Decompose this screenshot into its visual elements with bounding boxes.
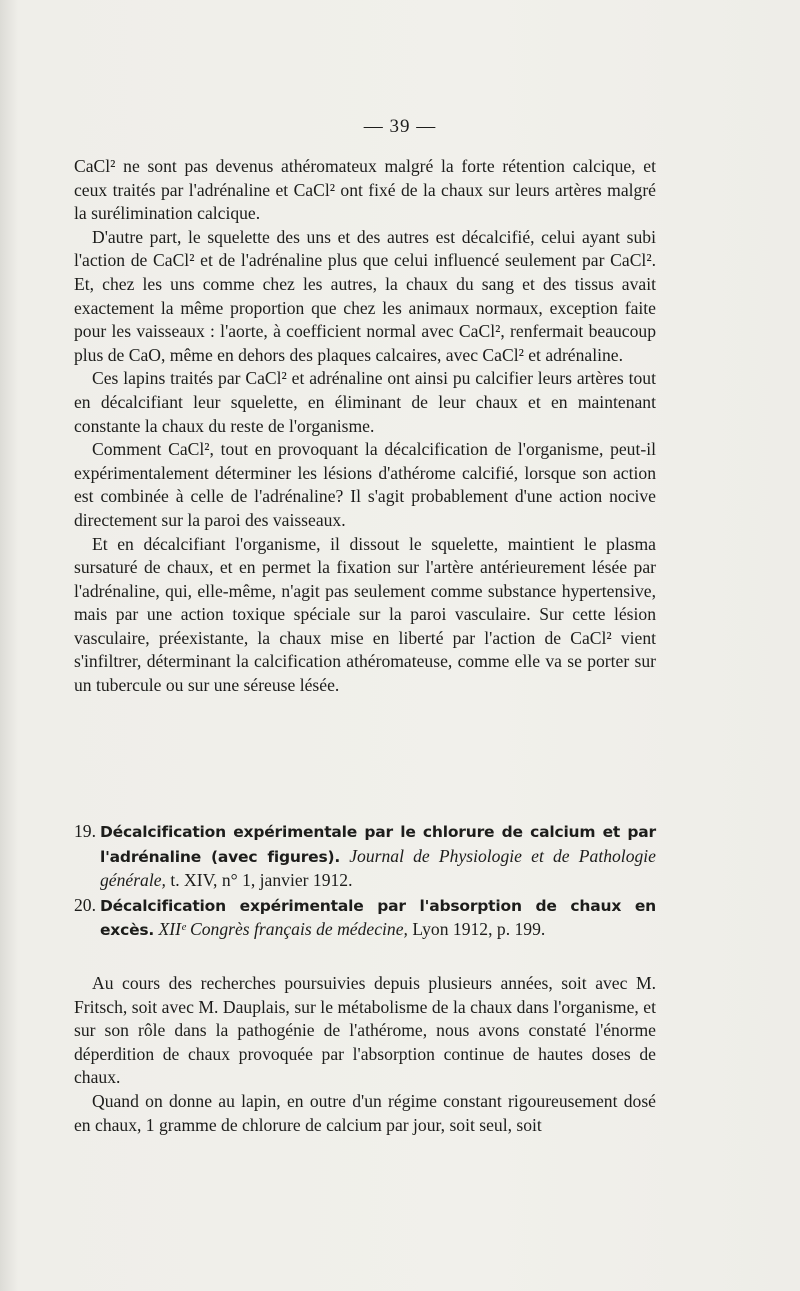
paragraph-6: Au cours des recherches poursuivies depuis plusieurs années, soit avec M. Fritsch, soit avec M. Dauplais, sur le métabolisme de la chaux dans l'organisme, et sur son rôle dans la pathogénie de l'athérome, nous avons constaté l'énorme déperdition de chaux provoquée par l'absorption continue de hautes doses de chaux. xyxy=(74,973,656,1088)
reference-journal: XIIᵉ Congrès français de médecine, xyxy=(158,919,408,940)
reference-body xyxy=(100,894,656,943)
paragraph-2: D'autre part, le squelette des uns et des autres est décalcifié, celui ayant subi l'action de CaCl² et de l'adrénaline plus que celui influencé seulement par CaCl². Et, chez les uns comme chez les autres, la chaux du sang et des tissus avait exactement la même proportion que chez les animaux normaux, exception faite pour les vaisseaux : l'aorte, à coefficient normal avec CaCl², renfermait beaucoup plus de CaO, même en dehors des plaques calcaires, avec CaCl² et adrénaline. xyxy=(74,226,656,365)
paragraph-3: Ces lapins traités par CaCl² et adrénaline ont ainsi pu calcifier leurs artères tout en décalcifiant leur squelette, en éliminant de leur chaux et en maintenant constante la chaux du reste de l'organisme. xyxy=(74,368,656,436)
reference-19 xyxy=(74,820,656,893)
reference-journal: Journal de Physiologie et de Pathologie générale, xyxy=(100,845,656,891)
reference-title: Décalcification expérimentale par l'absorption de chaux en excès. xyxy=(100,896,656,940)
reference-body xyxy=(100,820,656,893)
references-list xyxy=(74,820,656,944)
reference-title: Décalcification expérimentale par le chlorure de calcium et par l'adrénaline (avec figures). xyxy=(100,823,656,866)
paragraph-5: Et en décalcifiant l'organisme, il dissout le squelette, maintient le plasma sursaturé de chaux, et en permet la fixation sur l'artère antérieurement lésée par l'adrénaline, qui, elle-même, n'agit pas seulement comme substance hypertensive, mais par une action toxique spéciale sur la paroi vasculaire. Sur cette lésion vasculaire, préexistante, la chaux mise en liberté par l'action de CaCl² vient s'infiltrer, déterminant la calcification athéromateuse, comme elle va se porter sur un tubercule ou sur une séreuse lésée. xyxy=(74,533,656,696)
reference-number: 19. xyxy=(74,821,96,841)
reference-20 xyxy=(74,894,656,943)
paragraph-4: Comment CaCl², tout en provoquant la décalcification de l'organisme, peut-il expérimentalement déterminer les lésions d'athérome calcifié, lorsque son action est combinée à celle de l'adrénaline? Il s'agit probablement d'une action nocive directement sur la paroi des vaisseaux. xyxy=(74,439,656,530)
body-text-bottom xyxy=(74,972,656,1137)
body-text-top xyxy=(74,155,656,698)
reference-number: 20. xyxy=(74,894,96,915)
paragraph-1: CaCl² ne sont pas devenus athéromateux malgré la forte rétention calcique, et ceux traités par l'adrénaline et CaCl² ont fixé de la chaux sur leurs artères malgré la surélimination calcique. xyxy=(74,156,656,224)
paragraph-7: Quand on donne au lapin, en outre d'un régime constant rigoureusement dosé en chaux, 1 gramme de chlorure de calcium par jour, soit seul, soit xyxy=(74,1090,656,1135)
page-number: — 39 — xyxy=(363,116,437,137)
reference-details: Lyon 1912, p. 199. xyxy=(412,919,546,940)
reference-details: t. XIV, n° 1, janvier 1912. xyxy=(170,870,353,891)
